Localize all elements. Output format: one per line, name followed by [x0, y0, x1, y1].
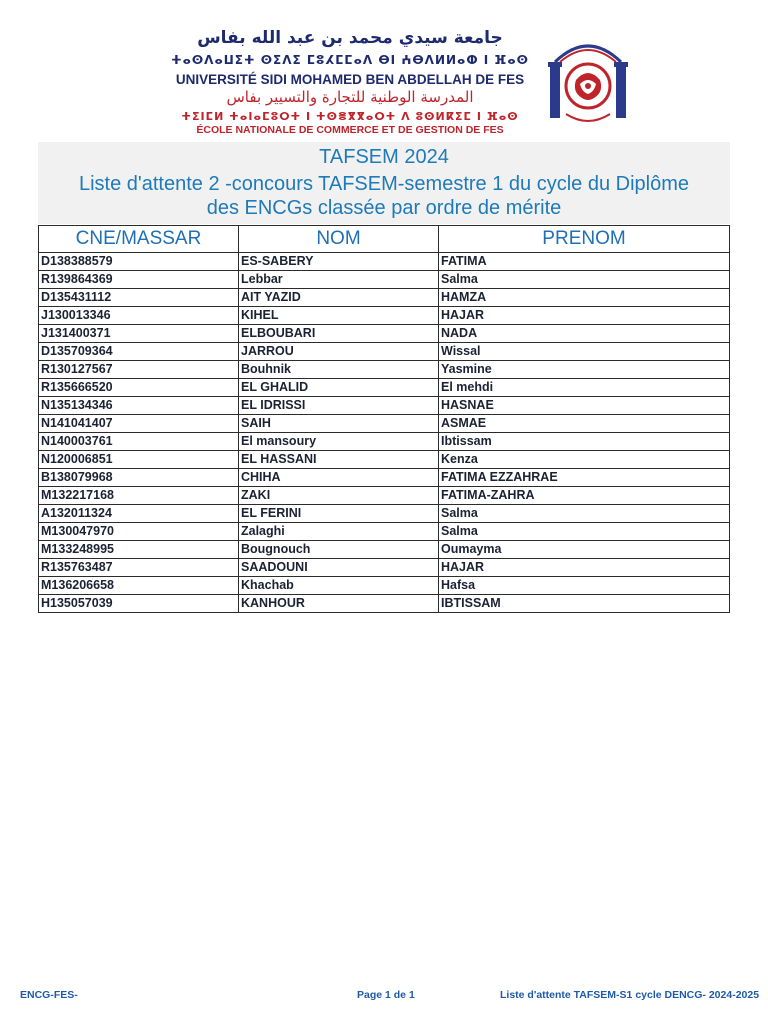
cell-cne: N135134346: [39, 397, 239, 415]
cell-cne: M133248995: [39, 541, 239, 559]
cell-cne: H135057039: [39, 595, 239, 613]
table-row: [39, 289, 730, 307]
cell-prenom: Hafsa: [439, 577, 730, 595]
table-row: [39, 379, 730, 397]
waiting-list-table: [38, 225, 730, 613]
table-row: [39, 559, 730, 577]
cell-prenom: HAJAR: [439, 559, 730, 577]
cell-nom: EL GHALID: [239, 379, 439, 397]
cell-cne: M132217168: [39, 487, 239, 505]
cell-prenom: HAJAR: [439, 307, 730, 325]
cell-nom: Lebbar: [239, 271, 439, 289]
university-emblem-icon: [546, 36, 630, 126]
cell-prenom: Salma: [439, 271, 730, 289]
school-header: [160, 28, 630, 136]
cell-prenom: FATIMA: [439, 253, 730, 271]
column-header-prenom: PRENOM: [439, 226, 730, 253]
table-row: [39, 397, 730, 415]
cell-nom: EL HASSANI: [239, 451, 439, 469]
column-header-cne: CNE/MASSAR: [39, 226, 239, 253]
cell-nom: KANHOUR: [239, 595, 439, 613]
cell-nom: CHIHA: [239, 469, 439, 487]
footer-right-text: Liste d'attente TAFSEM-S1 cycle DENCG- 2024-2025: [500, 989, 760, 1001]
school-name-block: [160, 28, 540, 136]
table-row: [39, 361, 730, 379]
cell-cne: R130127567: [39, 361, 239, 379]
cell-nom: EL IDRISSI: [239, 397, 439, 415]
cell-nom: AIT YAZID: [239, 289, 439, 307]
cell-prenom: FATIMA-ZAHRA: [439, 487, 730, 505]
cell-cne: R139864369: [39, 271, 239, 289]
cell-prenom: HAMZA: [439, 289, 730, 307]
cell-cne: M136206658: [39, 577, 239, 595]
university-name-tifinagh: ⵜⴰⵙⴷⴰⵡⵉⵜ ⵙⵉⴷⵉ ⵎⵓⵃⵎⵎⴰⴷ ⴱⵏ ⵄⴱⴷⵍⵍⴰⵀ ⵏ ⴼⴰⵙ: [171, 53, 529, 67]
cell-prenom: HASNAE: [439, 397, 730, 415]
cell-nom: KIHEL: [239, 307, 439, 325]
table-row: [39, 577, 730, 595]
cell-cne: A132011324: [39, 505, 239, 523]
cell-nom: JARROU: [239, 343, 439, 361]
cell-prenom: Ibtissam: [439, 433, 730, 451]
cell-prenom: FATIMA EZZAHRAE: [439, 469, 730, 487]
cell-cne: N141041407: [39, 415, 239, 433]
table-row: [39, 325, 730, 343]
cell-nom: EL FERINI: [239, 505, 439, 523]
table-row: [39, 451, 730, 469]
school-name-french: ÉCOLE NATIONALE DE COMMERCE ET DE GESTION DE FES: [196, 124, 504, 136]
table-row: [39, 487, 730, 505]
cell-prenom: Salma: [439, 523, 730, 541]
cell-prenom: IBTISSAM: [439, 595, 730, 613]
table-row: [39, 307, 730, 325]
cell-prenom: ASMAE: [439, 415, 730, 433]
table-row: [39, 523, 730, 541]
footer-left-text: ENCG-FES-: [20, 989, 78, 1001]
cell-nom: Bouhnik: [239, 361, 439, 379]
cell-cne: M130047970: [39, 523, 239, 541]
table-row: [39, 253, 730, 271]
table-row: [39, 271, 730, 289]
cell-cne: D135431112: [39, 289, 239, 307]
cell-cne: D135709364: [39, 343, 239, 361]
school-name-arabic: المدرسة الوطنية للتجارة والتسيير بفاس: [226, 88, 474, 106]
cell-cne: R135666520: [39, 379, 239, 397]
table-row: [39, 433, 730, 451]
cell-cne: N120006851: [39, 451, 239, 469]
school-name-tifinagh: ⵜⵉⵏⵎⵍ ⵜⴰⵏⴰⵎⵓⵔⵜ ⵏ ⵜⵙⴻⴳⴳⴰⵔⵜ ⴷ ⵓⵙⵍⴽⵉⵎ ⵏ ⴼⴰⵙ: [181, 110, 519, 123]
cell-nom: SAIH: [239, 415, 439, 433]
cell-prenom: El mehdi: [439, 379, 730, 397]
cell-cne: J130013346: [39, 307, 239, 325]
document-title-block: [38, 142, 730, 224]
cell-prenom: Wissal: [439, 343, 730, 361]
cell-cne: R135763487: [39, 559, 239, 577]
cell-nom: SAADOUNI: [239, 559, 439, 577]
cell-cne: N140003761: [39, 433, 239, 451]
cell-cne: D138388579: [39, 253, 239, 271]
table-header-row: [39, 226, 730, 253]
university-name-french: UNIVERSITÉ SIDI MOHAMED BEN ABDELLAH DE FES: [175, 72, 525, 87]
document-title: TAFSEM 2024: [319, 146, 449, 168]
cell-prenom: Salma: [439, 505, 730, 523]
table-row: [39, 343, 730, 361]
page-number: Page 1 de 1: [357, 989, 415, 1001]
document-subtitle-line1: Liste d'attente 2 -concours TAFSEM-semestre 1 du cycle du Diplôme: [78, 173, 689, 195]
table-row: [39, 415, 730, 433]
table-row: [39, 541, 730, 559]
cell-nom: ZAKI: [239, 487, 439, 505]
cell-nom: ELBOUBARI: [239, 325, 439, 343]
column-header-nom: NOM: [239, 226, 439, 253]
table-row: [39, 505, 730, 523]
cell-prenom: Oumayma: [439, 541, 730, 559]
cell-cne: J131400371: [39, 325, 239, 343]
university-name-arabic: جامعة سيدي محمد بن عبد الله بفاس: [197, 28, 503, 48]
document-subtitle-line2: des ENCGs classée par ordre de mérite: [206, 197, 562, 219]
cell-nom: Bougnouch: [239, 541, 439, 559]
cell-nom: Khachab: [239, 577, 439, 595]
table-row: [39, 595, 730, 613]
cell-nom: Zalaghi: [239, 523, 439, 541]
cell-nom: El mansoury: [239, 433, 439, 451]
table-row: [39, 469, 730, 487]
cell-prenom: NADA: [439, 325, 730, 343]
cell-nom: ES-SABERY: [239, 253, 439, 271]
cell-prenom: Yasmine: [439, 361, 730, 379]
cell-cne: B138079968: [39, 469, 239, 487]
cell-prenom: Kenza: [439, 451, 730, 469]
